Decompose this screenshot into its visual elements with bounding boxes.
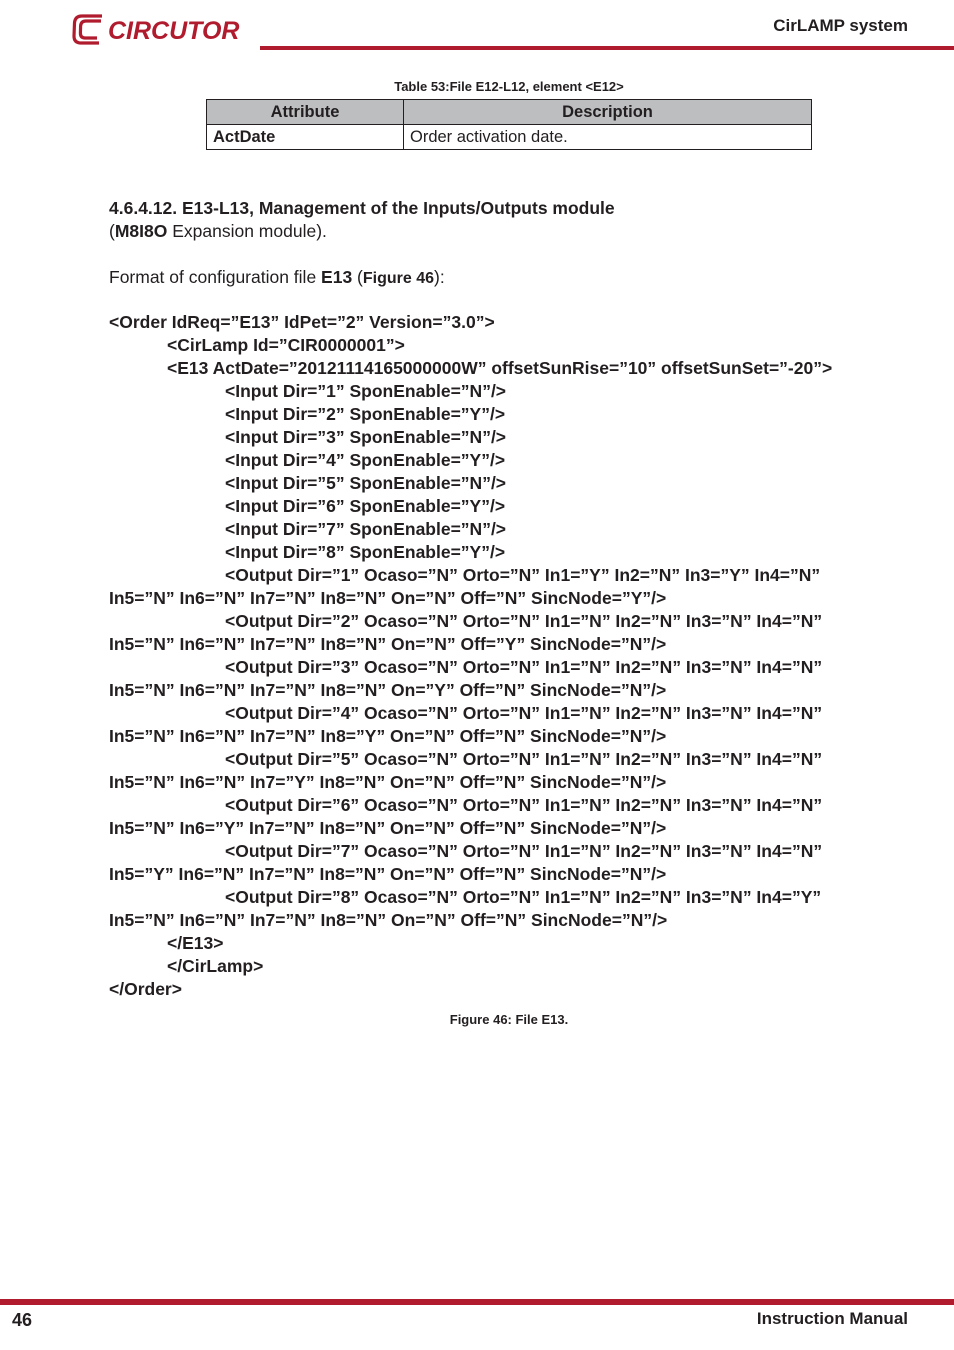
code-line-input: <Input Dir=”8” SponEnable=”Y”/> [225,542,506,562]
code-line-output-cont: In5=”Y” In6=”N” In7=”N” In8=”N” On=”N” Off=”N” SincNode=”N”/> [109,864,667,884]
code-line-input: <Input Dir=”6” SponEnable=”Y”/> [225,496,506,516]
logo-text: CIRCUTOR [108,17,240,45]
code-line-output-cont: In5=”N” In6=”N” In7=”N” In8=”N” On=”N” Off=”Y” SincNode=”N”/> [109,634,667,654]
code-line-input: <Input Dir=”4” SponEnable=”Y”/> [225,450,506,470]
code-line-output: <Output Dir=”8” Ocaso=”N” Orto=”N” In1=”N” In2=”N” In3=”N” In4=”Y” [225,887,822,907]
attribute-table [206,99,812,150]
code-line-input: <Input Dir=”1” SponEnable=”N”/> [225,381,507,401]
code-line-output: <Output Dir=”5” Ocaso=”N” Orto=”N” In1=”N” In2=”N” In3=”N” In4=”N” [225,749,823,769]
code-line-output: <Output Dir=”7” Ocaso=”N” Orto=”N” In1=”N” In2=”N” In3=”N” In4=”N” [225,841,823,861]
code-line-output: <Output Dir=”2” Ocaso=”N” Orto=”N” In1=”N” In2=”N” In3=”N” In4=”N” [225,611,823,631]
format-paren-open: ( [352,267,363,287]
code-line-output-cont: In5=”N” In6=”N” In7=”N” In8=”Y” On=”N” Off=”N” SincNode=”N”/> [109,726,667,746]
header-rule [260,46,954,50]
cell-attribute: ActDate [207,125,404,150]
module-name: M8I8O [114,221,168,241]
code-line-output-cont: In5=”N” In6=”N” In7=”Y” In8=”N” On=”N” Off=”N” SincNode=”N”/> [109,772,667,792]
table-row [207,125,812,150]
format-prefix: Format of configuration file [109,267,322,287]
code-line-input: <Input Dir=”2” SponEnable=”Y”/> [225,404,506,424]
code-line-cirlamp-close: </CirLamp> [167,956,264,976]
subtitle-open: ( [109,221,115,241]
header-title: CirLAMP system [773,16,908,35]
code-line-input: <Input Dir=”3” SponEnable=”N”/> [225,427,507,447]
code-line-output-cont: In5=”N” In6=”Y” In7=”N” In8=”N” On=”N” Off=”N” SincNode=”N”/> [109,818,667,838]
table-caption: Table 53:File E12-L12, element <E12> [394,79,624,94]
table-header-row [207,100,812,125]
footer-rule [0,1299,954,1305]
xml-code-block [109,311,909,1001]
section-subtitle [109,220,327,243]
column-header-attribute: Attribute [207,100,404,125]
page-number: 46 [12,1310,33,1330]
code-line-output-cont: In5=”N” In6=”N” In7=”N” In8=”N” On=”N” Off=”N” SincNode=”Y”/> [109,588,667,608]
code-line-output-cont: In5=”N” In6=”N” In7=”N” In8=”N” On=”N” Off=”N” SincNode=”N”/> [109,910,668,930]
code-line-order-close: </Order> [109,979,182,999]
cell-description: Order activation date. [404,125,812,150]
figure-reference: Figure 46 [362,270,435,287]
code-line-output: <Output Dir=”6” Ocaso=”N” Orto=”N” In1=”N” In2=”N” In3=”N” In4=”N” [225,795,823,815]
circutor-logo-icon [72,12,250,46]
circutor-logo [72,12,250,46]
code-line-e13-open: <E13 ActDate=”20121114165000000W” offsetSunRise=”10” offsetSunSet=”-20”> [167,358,833,378]
format-suffix: ): [434,267,445,287]
code-line-output-cont: In5=”N” In6=”N” In7=”N” In8=”N” On=”Y” Off=”N” SincNode=”N”/> [109,680,667,700]
code-line-cirlamp-open: <CirLamp Id=”CIR0000001”> [167,335,405,355]
code-line-output: <Output Dir=”4” Ocaso=”N” Orto=”N” In1=”N” In2=”N” In3=”N” In4=”N” [225,703,823,723]
code-line-order-open: <Order IdReq=”E13” IdPet=”2” Version=”3.0”> [109,312,495,332]
code-line-input: <Input Dir=”7” SponEnable=”N”/> [225,519,507,539]
section-heading: 4.6.4.12. E13-L13, Management of the Inputs/Outputs module [109,198,615,218]
code-line-input: <Input Dir=”5” SponEnable=”N”/> [225,473,507,493]
column-header-description: Description [404,100,812,125]
code-line-output: <Output Dir=”1” Ocaso=”N” Orto=”N” In1=”Y” In2=”N” In3=”Y” In4=”N” [225,565,821,585]
subtitle-rest: Expansion module). [167,221,327,241]
code-line-e13-close: </E13> [167,933,224,953]
format-file: E13 [321,267,353,287]
code-line-output: <Output Dir=”3” Ocaso=”N” Orto=”N” In1=”N” In2=”N” In3=”N” In4=”N” [225,657,823,677]
footer-title: Instruction Manual [756,1309,908,1328]
format-line [109,266,445,290]
figure-caption: Figure 46: File E13. [449,1012,569,1027]
